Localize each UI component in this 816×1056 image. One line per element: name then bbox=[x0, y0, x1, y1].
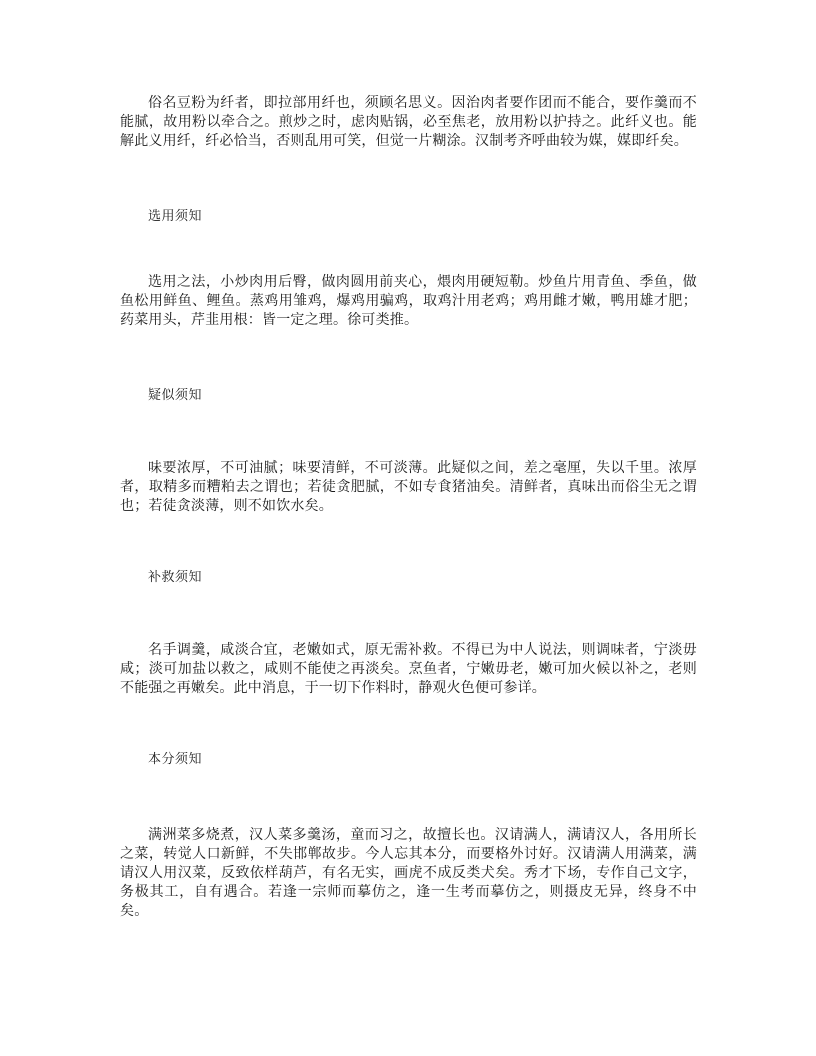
section-paragraph-selection: 选用之法，小炒肉用后臀，做肉圆用前夹心，煨肉用硬短勒。炒鱼片用青鱼、季鱼，做鱼松用鲜鱼、鲤鱼。蒸鸡用雏鸡，爆鸡用骗鸡，取鸡汁用老鸡；鸡用雌才嫩，鸭用雄才肥；药菜用头，芹韭用根：皆一定之理。徐可类推。 bbox=[120, 274, 697, 328]
section-heading-doubts: 疑似须知 bbox=[148, 388, 203, 403]
intro-paragraph: 俗名豆粉为纤者，即拉部用纤也，须顾名思义。因治肉者要作团而不能合，要作羹而不能腻，故用粉以牵合之。煎炒之时，虑肉贴锅，必至焦老，放用粉以护持之。此纤义也。能解此义用纤，纤必恰当，否则乱用可笑，但觉一片糊涂。汉制考齐呼曲较为媒，媒即纤矣。 bbox=[120, 95, 697, 149]
section-heading-selection: 选用须知 bbox=[148, 209, 203, 224]
section-heading-duty: 本分须知 bbox=[148, 752, 203, 767]
section-heading-remedy: 补救须知 bbox=[148, 570, 203, 585]
section-paragraph-remedy: 名手调羹，咸淡合宜，老嫩如式，原无需补救。不得已为中人说法，则调味者，宁淡毋咸；淡可加盐以救之，咸则不能使之再淡矣。烹鱼者，宁嫩毋老，嫩可加火候以补之，老则不能强之再嫩矣。此中消息，于一切下作料时，静观火色便可参详。 bbox=[120, 642, 697, 696]
section-paragraph-doubts: 味要浓厚，不可油腻；味要清鲜，不可淡薄。此疑似之间，差之毫厘，失以千里。浓厚者，取精多而糟粕去之谓也；若徒贪肥腻，不如专食猪油矣。清鲜者，真味出而俗尘无之谓也；若徒贪淡薄，则不如饮水矣。 bbox=[120, 460, 697, 514]
section-paragraph-duty: 满洲菜多烧煮，汉人菜多羹汤，童而习之，故擅长也。汉请满人，满请汉人，各用所长之菜，转觉人口新鲜，不失邯郸故步。今人忘其本分，而要格外讨好。汉请满人用满菜，满请汉人用汉菜，反致依样葫芦，有名无实，画虎不成反类犬矣。秀才下场，专作自己文字，务极其工，自有遇合。若逢一宗师而摹仿之，逢一生考而摹仿之，则摄皮无异，终身不中矣。 bbox=[120, 827, 697, 919]
